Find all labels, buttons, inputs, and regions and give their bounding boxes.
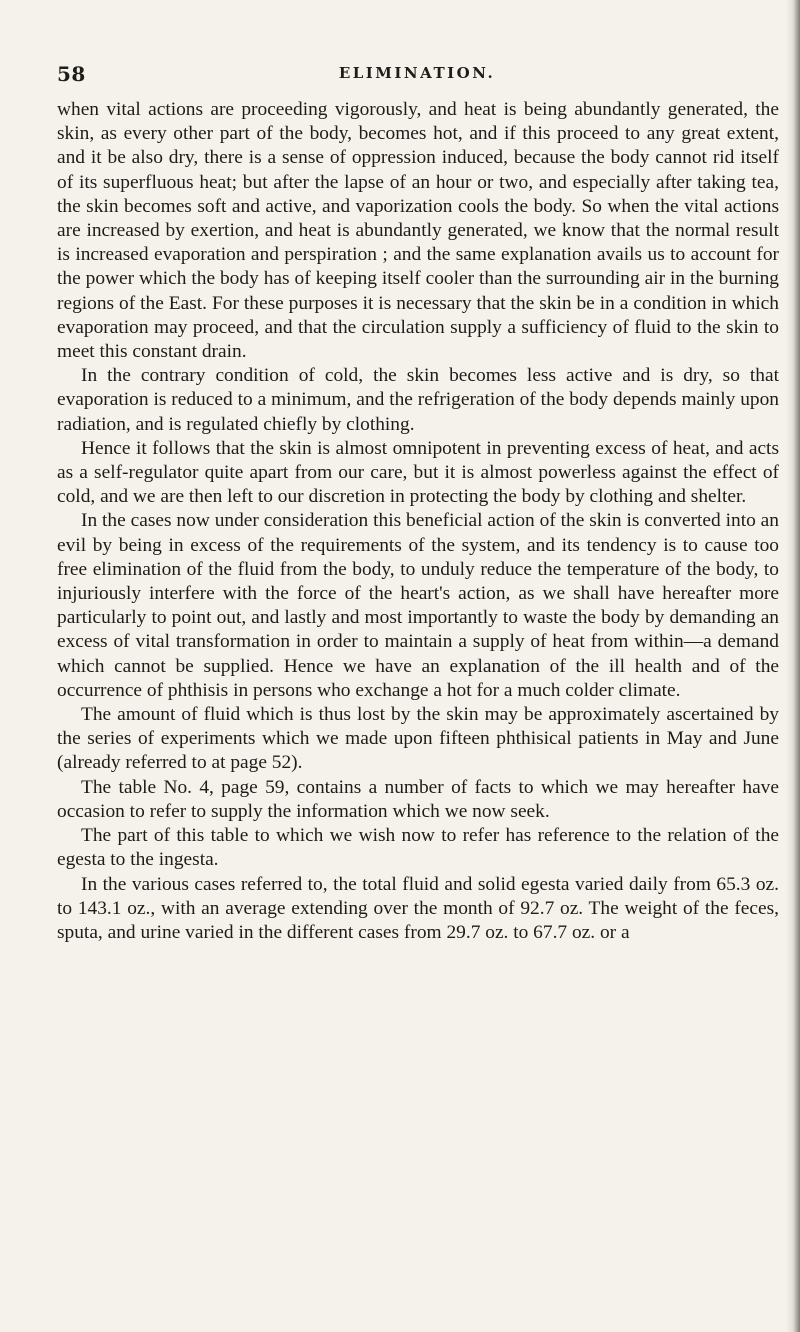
paragraph: Hence it follows that the skin is almost omnipotent in preventing excess of heat, and acts as a self-regulator quite apart from our care, but it is almost powerless against the effect of cold, and we are then left to our discretion in protecting the body by clothing and shelter. [57,437,779,508]
paragraph: The table No. 4, page 59, contains a number of facts to which we may hereafter have occasion to refer to supply the information which we now seek. [57,776,779,822]
paragraph: The part of this table to which we wish now to refer has reference to the relation of the egesta to the ingesta. [57,825,779,871]
page-number: 58 [57,62,86,86]
page-edge-shadow [786,0,800,1332]
paragraph: In the contrary condition of cold, the skin becomes less active and is dry, so that evaporation is reduced to a minimum, and the refrigeration of the body depends mainly upon radiation, and is regulated chiefly by clothing. [57,365,779,435]
paragraph-continuation: when vital actions are proceeding vigorously, and heat is being abundantly generated, the skin, as every other part of the body, becomes hot, and if this proceed to any great extent, and it be also dry, there is a sense of oppression induced, because the body cannot rid itself of its superfluous heat; but after the lapse of an hour or two, and especially after taking tea, the skin becomes soft and active, and vaporization cools the body. So when the vital actions are increased by exertion, and heat is abundantly generated, we know that the normal result is increased evaporation and perspiration ; and the same explanation avails us to account for the power which the body has of keeping itself cooler than the surrounding air in the burning regions of the East. For these purposes it is necessary that the skin be in a condition in which evaporation may proceed, and that the circulation supply a sufficiency of fluid to the skin to meet this constant drain. [57,99,779,363]
body-text [57,98,779,945]
paragraph: In the cases now under consideration this beneficial action of the skin is converted into an evil by being in excess of the requirements of the system, and its tendency is to cause too free elimination of the fluid from the body, to unduly reduce the temperature of the body, to injuriously interfere with the force of the heart's action, as we shall have hereafter more particularly to point out, and lastly and most importantly to waste the body by demanding an excess of vital transformation in order to maintain a supply of heat from within—a demand which cannot be supplied. Hence we have an explanation of the ill health and of the occurrence of phthisis in persons who exchange a hot for a much colder climate. [57,510,779,701]
running-head: ELIMINATION. [338,64,496,82]
page-header [57,62,777,86]
paragraph: The amount of fluid which is thus lost by the skin may be approximately ascertained by the series of experiments which we made upon fifteen phthisical patients in May and June (already referred to at page 52). [57,704,779,774]
paragraph: In the various cases referred to, the total fluid and solid egesta varied daily from 65.3 oz. to 143.1 oz., with an average extending over the month of 92.7 oz. The weight of the feces, sputa, and urine varied in the different cases from 29.7 oz. to 67.7 oz. or a [57,873,779,943]
